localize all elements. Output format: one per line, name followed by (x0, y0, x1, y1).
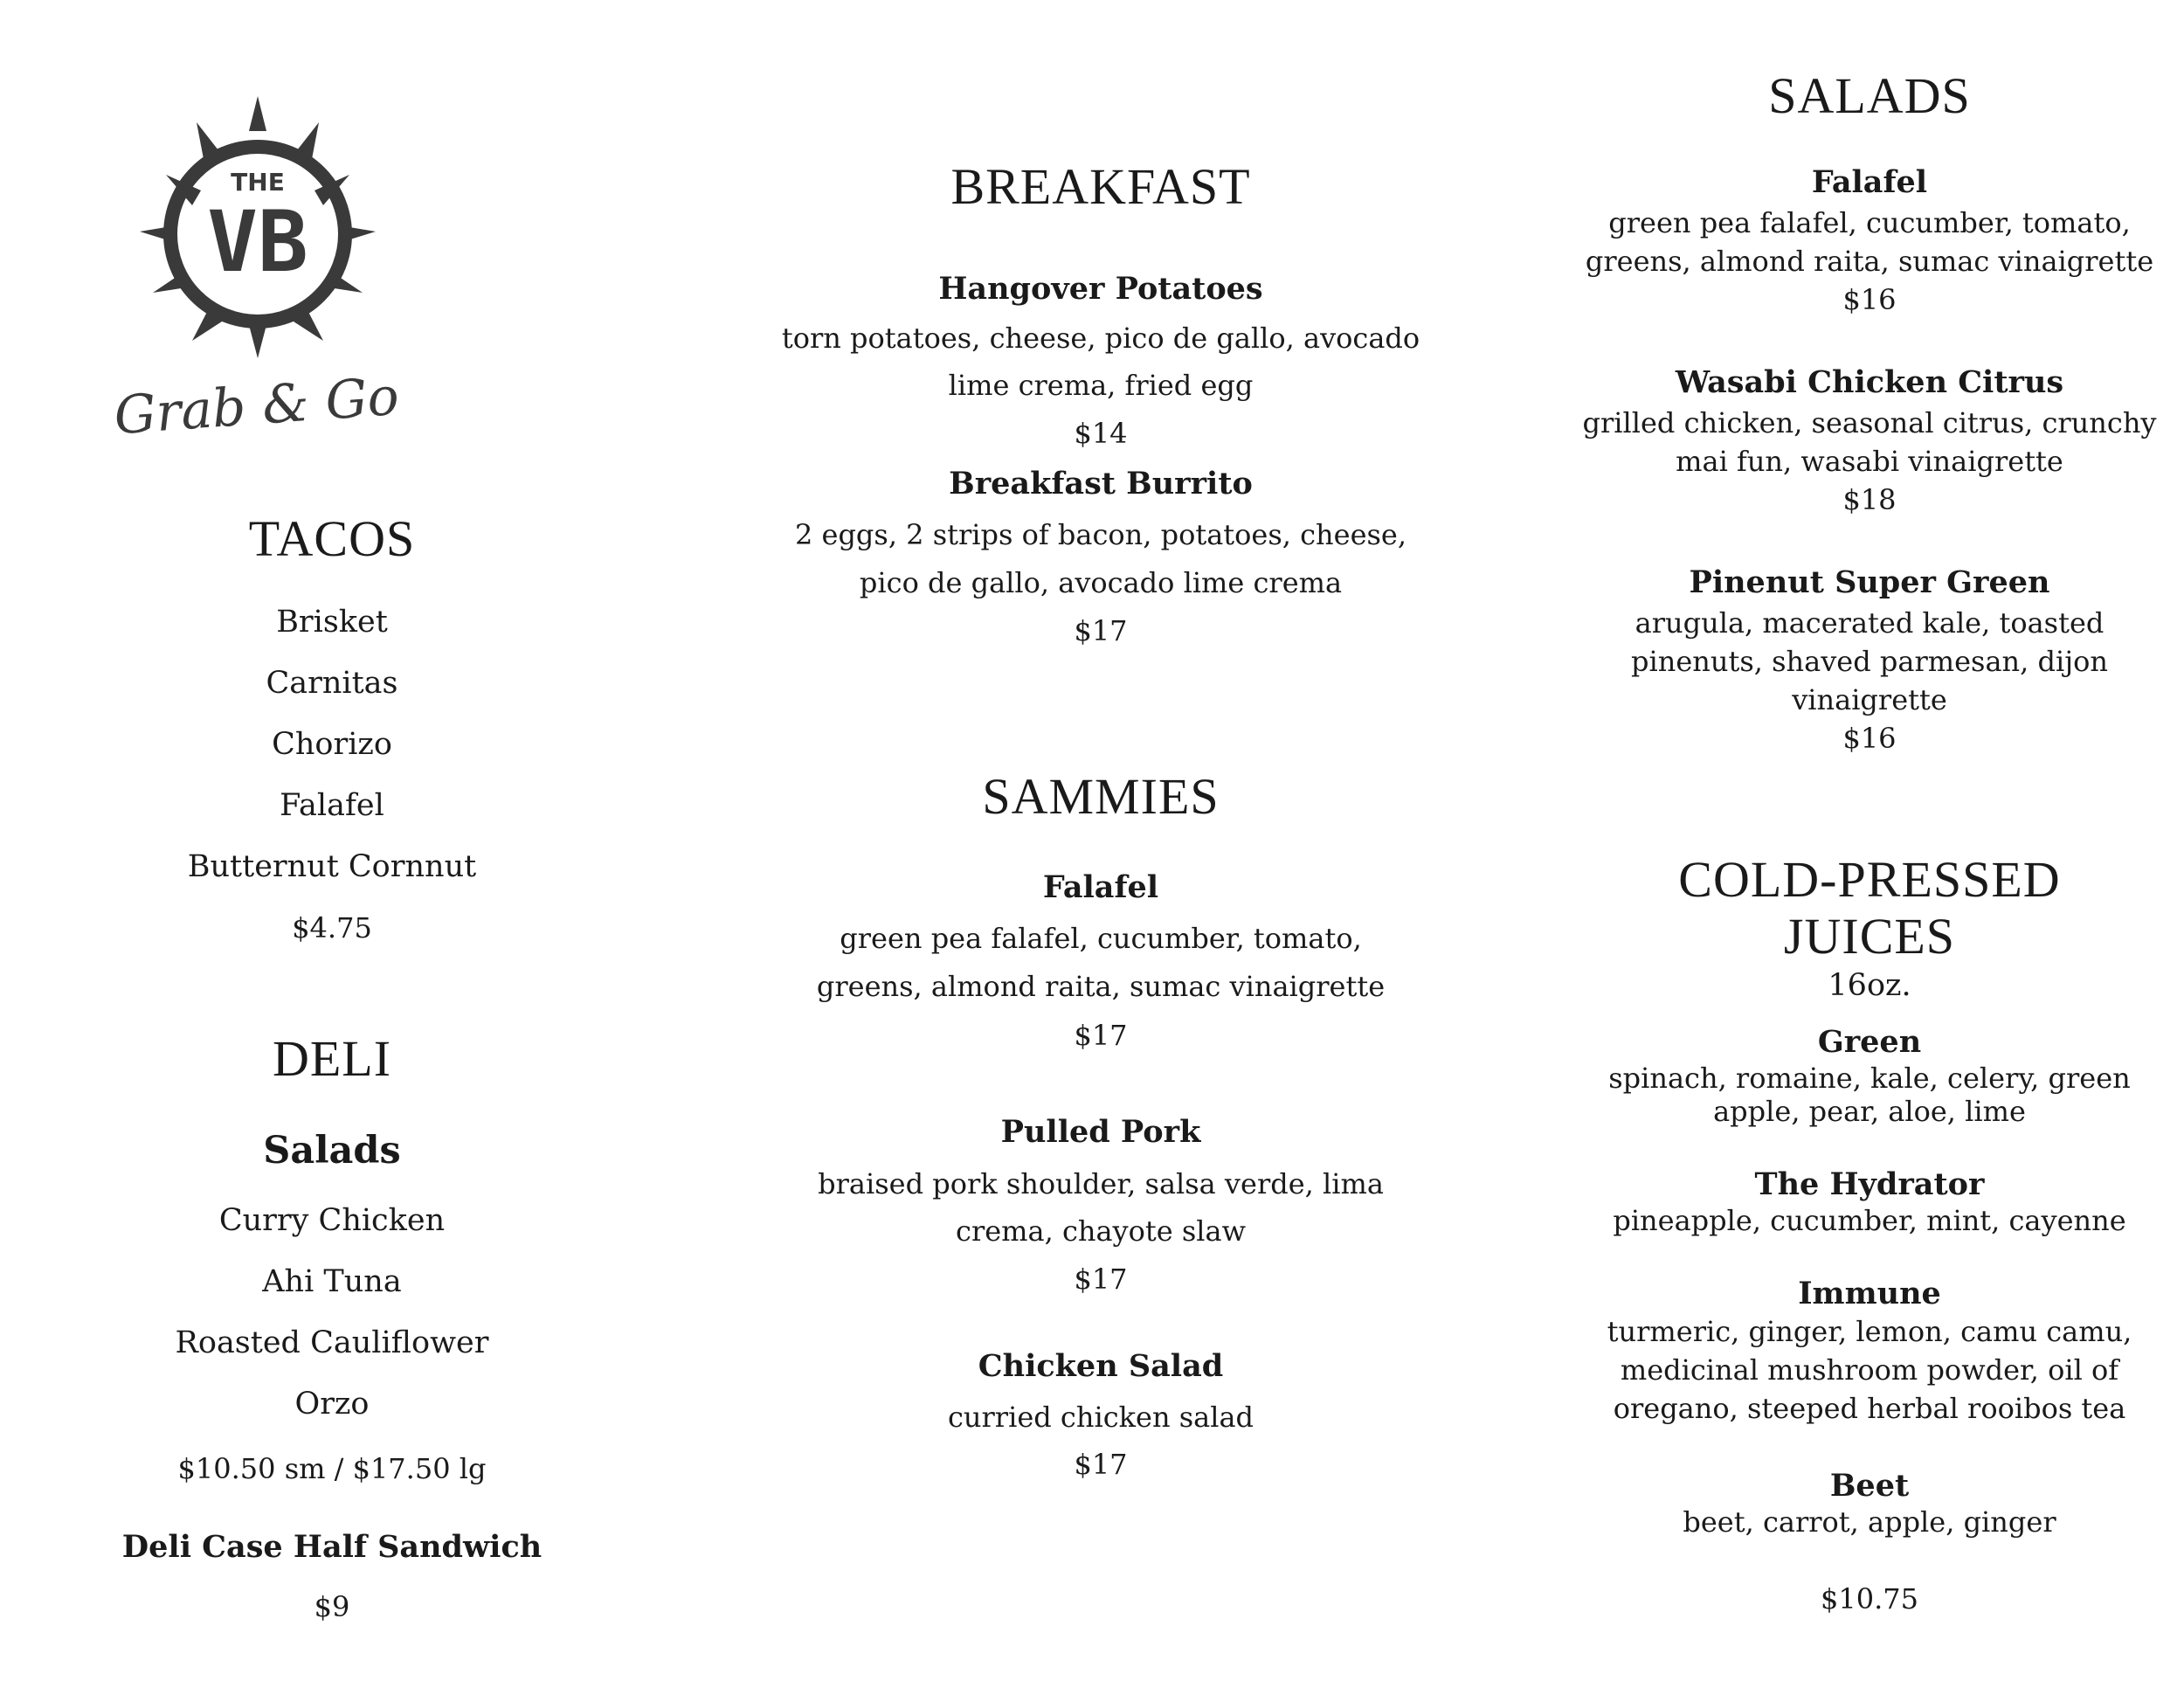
menu-item-description: medicinal mushroom powder, oil of (1620, 1353, 2119, 1387)
menu-item-title: Breakfast Burrito (949, 466, 1253, 502)
juices-price: $10.75 (1821, 1582, 1918, 1615)
juices-heading-line2: JUICES (1783, 908, 1956, 965)
menu-item-price: $16 (1842, 722, 1897, 755)
menu-item-description: pineapple, cucumber, mint, cayenne (1613, 1204, 2126, 1237)
sammies-heading: SAMMIES (982, 768, 1220, 825)
deli-sandwich-price: $9 (314, 1590, 350, 1623)
menu-item-description: crema, chayote slaw (956, 1214, 1246, 1248)
menu-item-title: Beet (1829, 1468, 1910, 1504)
menu-item-price: $17 (1074, 1448, 1128, 1481)
menu-item-description: oregano, steeped herbal rooibos tea (1613, 1392, 2126, 1425)
deli-item: Orzo (294, 1387, 370, 1422)
deli-heading: DELI (272, 1030, 392, 1087)
menu-item-description: curried chicken salad (947, 1401, 1254, 1434)
menu-item-description: torn potatoes, cheese, pico de gallo, avocado (781, 322, 1420, 355)
menu-item-description: mai fun, wasabi vinaigrette (1676, 445, 2063, 478)
menu-item-title: Falafel (1042, 869, 1159, 905)
juices-size: 16oz. (1828, 968, 1911, 1003)
deli-price: $10.50 sm / $17.50 lg (177, 1452, 487, 1485)
taco-item: Butternut Cornnut (187, 849, 477, 884)
deli-item: Curry Chicken (218, 1203, 446, 1238)
deli-item: Roasted Cauliflower (175, 1325, 489, 1360)
tacos-price: $4.75 (292, 911, 372, 944)
menu-item-description: lime crema, fried egg (948, 369, 1254, 402)
logo-main-text: VB (207, 193, 308, 291)
menu-item-title: Chicken Salad (978, 1348, 1224, 1384)
menu-item-price: $14 (1074, 417, 1128, 450)
menu-item-description: pinenuts, shaved parmesan, dijon (1631, 645, 2108, 678)
menu-item-description: apple, pear, aloe, lime (1713, 1095, 2026, 1128)
logo-script-text: Grab & Go (114, 365, 401, 447)
menu-item-description: turmeric, ginger, lemon, camu camu, (1607, 1315, 2132, 1348)
breakfast-heading: BREAKFAST (950, 158, 1251, 215)
menu-item-description: grilled chicken, seasonal citrus, crunchy (1582, 406, 2157, 439)
menu-item-price: $17 (1074, 1263, 1128, 1296)
menu-item-description: spinach, romaine, kale, celery, green (1608, 1062, 2131, 1095)
menu-item-description: braised pork shoulder, salsa verde, lima (818, 1167, 1384, 1200)
menu-item-price: $18 (1842, 483, 1897, 516)
menu-item-description: pico de gallo, avocado lime crema (859, 566, 1343, 599)
menu-item-description: greens, almond raita, sumac vinaigrette (816, 970, 1386, 1003)
taco-item: Chorizo (272, 727, 392, 762)
logo-top-text: THE (231, 168, 285, 197)
taco-item: Falafel (280, 788, 384, 823)
menu-item-title: The Hydrator (1754, 1166, 1985, 1202)
menu-item-description: 2 eggs, 2 strips of bacon, potatoes, cheese, (794, 518, 1407, 551)
menu-item-title: Immune (1798, 1276, 1941, 1311)
deli-subheading: Salads (263, 1129, 401, 1173)
menu-item-price: $16 (1842, 283, 1897, 316)
menu-item-title: Pulled Pork (1000, 1114, 1201, 1150)
taco-item: Carnitas (266, 666, 398, 701)
deli-item: Ahi Tuna (262, 1264, 402, 1299)
menu-item-title: Hangover Potatoes (938, 271, 1263, 307)
taco-item: Brisket (276, 605, 388, 640)
logo (114, 87, 402, 454)
menu-item-description: arugula, macerated kale, toasted (1635, 606, 2105, 640)
tacos-heading: TACOS (248, 510, 416, 567)
deli-sandwich-title: Deli Case Half Sandwich (121, 1529, 543, 1565)
menu-item-description: green pea falafel, cucumber, tomato, (1608, 206, 2131, 239)
menu-item-title: Pinenut Super Green (1689, 564, 2050, 600)
menu-item-title: Green (1817, 1024, 1922, 1060)
menu-item-title: Wasabi Chicken Citrus (1675, 364, 2064, 400)
menu-item-description: beet, carrot, apple, ginger (1683, 1505, 2056, 1539)
menu-item-price: $17 (1074, 1019, 1128, 1052)
salads-heading: SALADS (1768, 67, 1971, 124)
menu-item-title: Falafel (1811, 164, 1928, 200)
menu-item-description: green pea falafel, cucumber, tomato, (840, 922, 1362, 955)
menu-item-description: greens, almond raita, sumac vinaigrette (1585, 245, 2154, 278)
sun-logo-icon (114, 87, 402, 454)
menu-item-price: $17 (1074, 614, 1128, 647)
menu-item-description: vinaigrette (1792, 683, 1947, 716)
juices-heading-line1: COLD-PRESSED (1678, 851, 2061, 908)
